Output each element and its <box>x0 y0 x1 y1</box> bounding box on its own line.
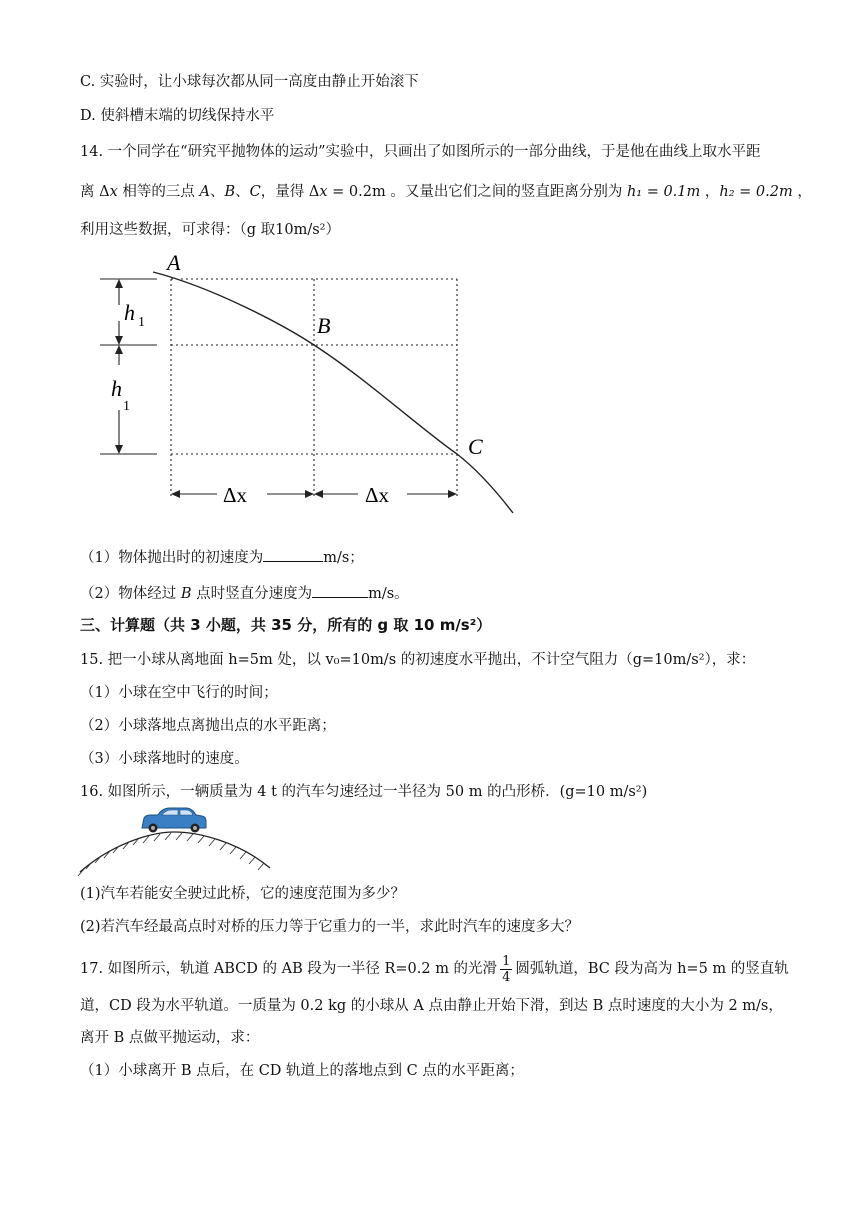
q14-grid <box>171 279 457 496</box>
q17-stem-line1 <box>80 952 789 986</box>
q14-sub1 <box>80 547 364 568</box>
q16-bridge-figure <box>74 806 274 878</box>
q14-fig-label-c: C <box>468 434 483 459</box>
q14-fig-label-dx-right: Δx <box>365 483 390 507</box>
q14-text: = 0.2m 。又量出它们之间的竖直距离分别为 <box>327 184 627 200</box>
q14-sub1-unit: m/s； <box>323 550 364 566</box>
q15-sub1: （1）小球在空中飞行的时间； <box>80 685 278 701</box>
q13-option-d: D. 使斜槽末端的切线保持水平 <box>80 108 275 124</box>
q14-text: ，量得 Δ <box>260 184 320 200</box>
q14-point-c: C <box>249 184 261 200</box>
q14-h2-value: h₂ = 0.2m <box>719 184 793 200</box>
q14-fig-label-h1-top: h <box>124 300 135 325</box>
q17-stem-line2: 道，CD 段为水平轨道。一质量为 0.2 kg 的小球从 A 点由静止开始下滑，到达 B 点时速度的大小为 2 m/s， <box>80 998 783 1014</box>
q14-comma: ， <box>792 184 812 200</box>
q14-sub2 <box>80 583 409 604</box>
q14-point-a: A <box>199 184 210 200</box>
bridge-arc <box>80 832 270 872</box>
q14-sub2-text: （2）物体经过 <box>80 586 181 602</box>
q14-stem-line3: 利用这些数据，可求得：（g 取10m/s²） <box>80 222 340 238</box>
q14-point-b: B <box>224 184 236 200</box>
q14-fig-label-h1-bottom: h <box>111 376 122 401</box>
q14-stem-line1: 14. 一个同学在“研究平抛物体的运动”实验中，只画出了如图所示的一部分曲线，于是他在曲线上取水平距 <box>80 144 761 160</box>
frac-denominator: 4 <box>502 969 511 985</box>
q15-stem: 15. 把一小球从离地面 h=5m 处，以 v₀=10m/s 的初速度水平抛出，不计空气阻力（g=10m/s²），求： <box>80 652 756 668</box>
q14-fig-label-b: B <box>317 313 331 338</box>
q14-text: 离 Δ <box>80 184 110 200</box>
q14-fig-label-a: A <box>167 250 181 275</box>
q14-trajectory-figure <box>95 248 535 520</box>
q14-h1-value: h₁ = 0.1m <box>626 184 701 200</box>
answer-blank-1[interactable] <box>263 547 323 562</box>
bridge-hatching <box>78 833 264 876</box>
q14-sep: 、 <box>235 184 250 200</box>
q17-sub1: （1）小球离开 B 点后，在 CD 轨道上的落地点到 C 点的水平距离； <box>80 1063 524 1079</box>
q14-sub2-point-b: B <box>180 586 192 602</box>
q17-stem-line3: 离开 B 点做平抛运动，求： <box>80 1030 260 1046</box>
q17-text: 17. 如图所示，轨道 ABCD 的 AB 段为一半径 R=0.2 m 的光滑 <box>80 961 498 977</box>
car-icon <box>142 808 206 833</box>
q14-trajectory-curve <box>153 272 513 513</box>
q14-sub1-text: （1）物体抛出时的初速度为 <box>80 550 264 566</box>
answer-blank-2[interactable] <box>312 583 368 598</box>
q14-var-x: x <box>319 184 328 200</box>
q15-sub3: （3）小球落地时的速度。 <box>80 751 249 767</box>
q16-sub2: (2)若汽车经最高点时对桥的压力等于它重力的一半，求此时汽车的速度多大？ <box>80 919 580 935</box>
q15-sub2: （2）小球落地点离抛出点的水平距离； <box>80 718 336 734</box>
q17-text: 圆弧轨道，BC 段为高为 h=5 m 的竖直轨 <box>515 961 789 977</box>
q14-sub2-text: 点时竖直分速度为 <box>191 586 313 602</box>
q14-stem-line2 <box>80 182 812 202</box>
frac-numerator: 1 <box>502 953 511 969</box>
q14-sub2-unit: m/s。 <box>368 586 409 602</box>
q14-fig-label-dx-left: Δx <box>223 483 248 507</box>
section-3-heading: 三、计算题（共 3 小题，共 35 分，所有的 g 取 10 m/s²） <box>80 616 492 634</box>
q14-comma: ， <box>700 184 720 200</box>
q14-sep: 、 <box>209 184 225 200</box>
q14-text: 相等的三点 <box>117 184 200 200</box>
q13-option-c: C. 实验时，让小球每次都从同一高度由静止开始滚下 <box>80 74 419 90</box>
q16-stem: 16. 如图所示，一辆质量为 4 t 的汽车匀速经过一半径为 50 m 的凸形桥．(g=10 m/s²) <box>80 784 648 800</box>
q14-fig-sub-h1-bottom: 1 <box>123 399 130 414</box>
q14-fig-sub-h1-top: 1 <box>138 315 145 330</box>
q16-sub1: (1)汽车若能安全驶过此桥，它的速度范围为多少？ <box>80 886 406 902</box>
q14-var-x: x <box>109 184 118 200</box>
fraction-one-quarter <box>500 954 512 985</box>
